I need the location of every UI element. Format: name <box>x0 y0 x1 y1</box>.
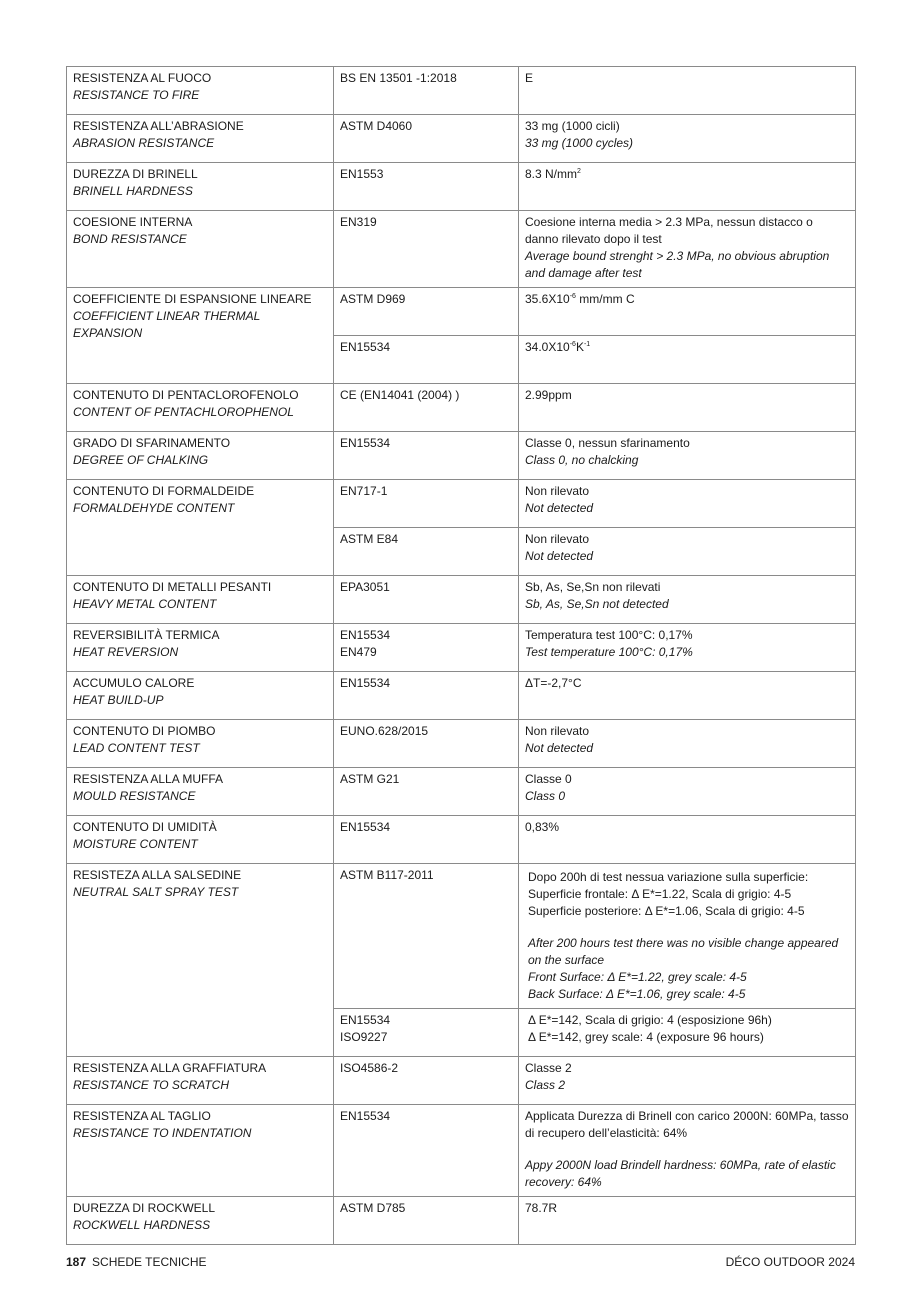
property-name-en: NEUTRAL SALT SPRAY TEST <box>73 885 239 899</box>
value-cell <box>519 480 856 528</box>
standard-code: EUNO.628/2015 <box>340 724 429 738</box>
property-name-it: RESISTEZA ALLA SALSEDINE <box>73 868 242 882</box>
table-row <box>67 816 856 864</box>
property-name-en: HEAVY METAL CONTENT <box>73 597 217 611</box>
table-row <box>67 624 856 672</box>
value-it: Classe 0, nessun sfarinamento <box>525 436 690 450</box>
value-it: Non rilevato <box>525 724 590 738</box>
value-text: 35.6X10 <box>525 292 570 306</box>
value-en: Sb, As, Se,Sn not detected <box>525 597 669 611</box>
value-cell <box>519 864 856 1009</box>
value-cell <box>519 528 856 576</box>
standard-cell <box>334 163 519 211</box>
value-it: 0,83% <box>525 820 560 834</box>
value-cell <box>519 384 856 432</box>
table-row <box>67 384 856 432</box>
property-name-it: CONTENUTO DI UMIDITÀ <box>73 820 217 834</box>
property-name-it: RESISTENZA ALL’ABRASIONE <box>73 119 244 133</box>
property-cell <box>67 163 334 211</box>
standard-cell <box>334 768 519 816</box>
value-en: Not detected <box>525 549 594 563</box>
property-name-it: REVERSIBILITÀ TERMICA <box>73 628 220 642</box>
value-it-line: Dopo 200h di test nessua variazione sulla superficie: <box>528 870 809 884</box>
property-cell <box>67 816 334 864</box>
property-name-en: RESISTANCE TO FIRE <box>73 88 200 102</box>
standard-cell <box>334 1057 519 1105</box>
property-cell <box>67 720 334 768</box>
property-cell <box>67 1197 334 1245</box>
table-row <box>67 1057 856 1105</box>
value-cell <box>519 672 856 720</box>
value-en-line: Back Surface: Δ E*=1.06, grey scale: 4-5 <box>528 987 746 1001</box>
page-number: 187 <box>66 1255 87 1269</box>
standard-code: ISO9227 <box>340 1030 388 1044</box>
value-it: Temperatura test 100°C: 0,17% <box>525 628 693 642</box>
property-name-it: RESISTENZA ALLA GRAFFIATURA <box>73 1061 267 1075</box>
value-it: Coesione interna media > 2.3 MPa, nessun distacco o danno rilevato dopo il test <box>525 215 813 246</box>
standard-code: ASTM D4060 <box>340 119 413 133</box>
value-cell <box>519 115 856 163</box>
value-it <box>525 166 849 183</box>
value-en: Test temperature 100°C: 0,17% <box>525 645 693 659</box>
property-name-en: CONTENT OF PENTACHLOROPHENOL <box>73 405 294 419</box>
standard-cell <box>334 576 519 624</box>
standard-cell <box>334 1197 519 1245</box>
table-row <box>67 1105 856 1197</box>
table-row <box>67 432 856 480</box>
property-name-it: CONTENUTO DI METALLI PESANTI <box>73 580 272 594</box>
value-cell <box>519 211 856 288</box>
standard-code: ASTM G21 <box>340 772 400 786</box>
standard-cell <box>334 384 519 432</box>
standard-cell <box>334 115 519 163</box>
standard-cell <box>334 1105 519 1197</box>
value-exponent: -6 <box>569 341 576 348</box>
value-en: Average bound strenght > 2.3 MPa, no obvious abruption and damage after test <box>525 249 830 280</box>
standard-cell <box>334 672 519 720</box>
property-name-it: RESISTENZA ALLA MUFFA <box>73 772 224 786</box>
standard-cell <box>334 1009 519 1057</box>
standard-cell <box>334 720 519 768</box>
section-title: SCHEDE TECNICHE <box>92 1255 207 1269</box>
value-it <box>525 339 849 356</box>
standard-code: EN717-1 <box>340 484 388 498</box>
publication-title: DÉCO OUTDOOR 2024 <box>725 1255 855 1269</box>
standard-cell <box>334 480 519 528</box>
standard-code: EPA3051 <box>340 580 390 594</box>
value-en: Class 2 <box>525 1078 566 1092</box>
value-en: Not detected <box>525 501 594 515</box>
value-exponent: 2 <box>577 168 581 175</box>
property-cell <box>67 211 334 288</box>
value-cell <box>519 624 856 672</box>
property-cell <box>67 768 334 816</box>
value-cell <box>519 1057 856 1105</box>
standard-cell <box>334 816 519 864</box>
value-unit: mm/mm C <box>575 292 635 306</box>
value-cell <box>519 432 856 480</box>
property-name-it: CONTENUTO DI PENTACLOROFENOLO <box>73 388 299 402</box>
value-it: Non rilevato <box>525 532 590 546</box>
value-en: Class 0, no chalcking <box>525 453 639 467</box>
standard-code: EN15534 <box>340 628 391 642</box>
standard-cell <box>334 624 519 672</box>
standard-code: EN15534 <box>340 676 391 690</box>
table-row <box>67 288 856 336</box>
property-cell <box>67 67 334 115</box>
value-it-line: Applicata Durezza di Brinell con carico 2000N: 60MPa, tasso di recupero dell’elasticità: 64% <box>525 1109 849 1140</box>
standard-code: ASTM B117-2011 <box>340 868 434 882</box>
value-it-line: Superficie posteriore: Δ E*=1.06, Scala di grigio: 4-5 <box>528 904 805 918</box>
standard-code: EN319 <box>340 215 377 229</box>
value-cell <box>519 336 856 384</box>
table-row <box>67 211 856 288</box>
property-name-it: GRADO DI SFARINAMENTO <box>73 436 231 450</box>
standard-code: BS EN 13501 -1:2018 <box>340 71 457 85</box>
property-name-it: DUREZZA DI ROCKWELL <box>73 1201 216 1215</box>
value-cell <box>519 816 856 864</box>
property-name-en: COEFFICIENT LINEAR THERMAL EXPANSION <box>73 309 261 340</box>
table-row <box>67 115 856 163</box>
value-it: Classe 0 <box>525 772 572 786</box>
value-it: 33 mg (1000 cicli) <box>525 119 620 133</box>
value-cell <box>519 768 856 816</box>
value-cell <box>519 1105 856 1197</box>
standard-cell <box>334 211 519 288</box>
property-name-en: BRINELL HARDNESS <box>73 184 193 198</box>
property-cell <box>67 1105 334 1197</box>
standard-code: EN15534 <box>340 1109 391 1123</box>
property-cell <box>67 864 334 1057</box>
standard-code: ASTM D785 <box>340 1201 406 1215</box>
standard-code: ASTM D969 <box>340 292 406 306</box>
standard-code: EN1553 <box>340 167 384 181</box>
value-unit: K <box>575 340 584 354</box>
standard-code: EN15534 <box>340 436 391 450</box>
value-en: Class 0 <box>525 789 566 803</box>
value-it: 78.7R <box>525 1201 558 1215</box>
property-name-en: MOULD RESISTANCE <box>73 789 196 803</box>
value-it: E <box>525 71 534 85</box>
property-cell <box>67 576 334 624</box>
table-row <box>67 864 856 1009</box>
property-name-it: ACCUMULO CALORE <box>73 676 195 690</box>
table-row <box>67 67 856 115</box>
property-cell <box>67 432 334 480</box>
value-en-line: Front Surface: Δ E*=1.22, grey scale: 4-5 <box>528 970 747 984</box>
property-name-en: ROCKWELL HARDNESS <box>73 1218 211 1232</box>
page-footer-left <box>66 1254 207 1270</box>
property-cell <box>67 115 334 163</box>
property-name-en: FORMALDEHYDE CONTENT <box>73 501 235 515</box>
value-cell <box>519 67 856 115</box>
standard-code: EN479 <box>340 645 377 659</box>
property-cell <box>67 384 334 432</box>
value-exponent: -6 <box>569 293 576 300</box>
property-cell <box>67 288 334 384</box>
standard-code: EN15534 <box>340 340 391 354</box>
table-row <box>67 672 856 720</box>
standard-code: EN15534 <box>340 820 391 834</box>
standard-cell <box>334 288 519 336</box>
property-name-it: CONTENUTO DI PIOMBO <box>73 724 216 738</box>
property-name-it: COEFFICIENTE DI ESPANSIONE LINEARE <box>73 292 312 306</box>
table-row <box>67 768 856 816</box>
technical-specs-table <box>66 66 856 1245</box>
value-it-line: Δ E*=142, grey scale: 4 (exposure 96 hours) <box>528 1030 764 1044</box>
value-en-line: Appy 2000N load Brindell hardness: 60MPa, rate of elastic recovery: 64% <box>525 1158 836 1189</box>
table-row <box>67 720 856 768</box>
value-cell <box>519 1009 856 1057</box>
value-text: 8.3 N/mm <box>525 167 578 181</box>
property-cell <box>67 480 334 576</box>
value-it <box>525 291 849 308</box>
property-name-en: RESISTANCE TO SCRATCH <box>73 1078 230 1092</box>
property-name-en: HEAT BUILD-UP <box>73 693 164 707</box>
value-cell <box>519 1197 856 1245</box>
value-cell <box>519 288 856 336</box>
property-name-en: MOISTURE CONTENT <box>73 837 198 851</box>
value-it: Classe 2 <box>525 1061 572 1075</box>
standard-code: EN15534 <box>340 1013 391 1027</box>
property-cell <box>67 624 334 672</box>
value-cell <box>519 720 856 768</box>
property-name-en: RESISTANCE TO INDENTATION <box>73 1126 252 1140</box>
value-en: Not detected <box>525 741 594 755</box>
standard-code: ASTM E84 <box>340 532 399 546</box>
standard-cell <box>334 67 519 115</box>
value-en-line: After 200 hours test there was no visible change appeared on the surface <box>528 936 839 967</box>
value-text: 34.0X10 <box>525 340 570 354</box>
table-row <box>67 1197 856 1245</box>
property-name-en: DEGREE OF CHALKING <box>73 453 209 467</box>
table-row <box>67 576 856 624</box>
value-it: 2.99ppm <box>525 388 572 402</box>
property-name-it: DUREZZA DI BRINELL <box>73 167 198 181</box>
property-cell <box>67 1057 334 1105</box>
value-it: Non rilevato <box>525 484 590 498</box>
value-cell <box>519 163 856 211</box>
standard-cell <box>334 528 519 576</box>
standard-code: ISO4586-2 <box>340 1061 399 1075</box>
property-cell <box>67 672 334 720</box>
property-name-it: CONTENUTO DI FORMALDEIDE <box>73 484 255 498</box>
standard-cell <box>334 432 519 480</box>
property-name-en: HEAT REVERSION <box>73 645 179 659</box>
standard-cell <box>334 336 519 384</box>
property-name-en: BOND RESISTANCE <box>73 232 187 246</box>
table-row <box>67 480 856 528</box>
property-name-it: RESISTENZA AL FUOCO <box>73 71 212 85</box>
value-it: Sb, As, Se,Sn non rilevati <box>525 580 661 594</box>
property-name-en: ABRASION RESISTANCE <box>73 136 215 150</box>
property-name-en: LEAD CONTENT TEST <box>73 741 200 755</box>
value-it-line: Superficie frontale: Δ E*=1.22, Scala di grigio: 4-5 <box>528 887 792 901</box>
table-row <box>67 163 856 211</box>
standard-cell <box>334 864 519 1009</box>
property-name-it: RESISTENZA AL TAGLIO <box>73 1109 211 1123</box>
value-it-line: Δ E*=142, Scala di grigio: 4 (esposizione 96h) <box>528 1013 772 1027</box>
value-it: ΔT=-2,7°C <box>525 676 582 690</box>
value-cell <box>519 576 856 624</box>
standard-code: CE (EN14041 (2004) ) <box>340 388 460 402</box>
property-name-it: COESIONE INTERNA <box>73 215 193 229</box>
value-exponent: -1 <box>583 341 591 348</box>
value-en: 33 mg (1000 cycles) <box>525 136 634 150</box>
